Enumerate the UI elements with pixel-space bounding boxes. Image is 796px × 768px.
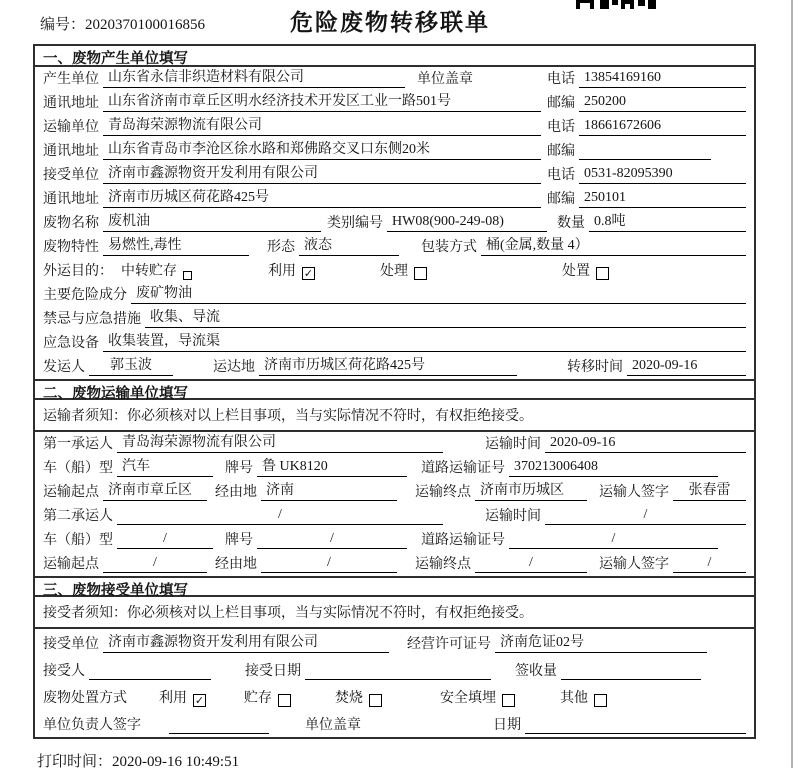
transport-time2-label: 运输时间	[485, 509, 541, 524]
receiver-phone-label: 电话	[547, 168, 575, 183]
page-title: 危险废物转移联单	[290, 9, 490, 35]
plate1-label: 牌号	[225, 461, 253, 476]
purpose-transfer-storage-label: 中转贮存	[121, 264, 177, 279]
transport-time1-field: 2020-09-16	[545, 434, 746, 453]
producer-address-field: 山东省济南市章丘区明水经济技术开发区工业一路501号	[103, 93, 541, 112]
disposal-other-label: 其他	[560, 691, 588, 706]
packing-method-label: 包装方式	[421, 240, 477, 255]
second-carrier-row	[35, 504, 754, 528]
manager-sign-label: 单位负责人签字	[43, 718, 141, 733]
accept-unit-field: 济南市鑫源物资开发利用有限公司	[103, 634, 389, 653]
waste-category-label: 类别编号	[327, 216, 383, 231]
acceptor-field	[89, 662, 211, 680]
checkbox-disposal-store	[278, 694, 291, 707]
qr-code-fragment-icon	[576, 0, 656, 10]
signed-amount-field	[561, 662, 701, 680]
producer-address-row	[35, 91, 754, 115]
producer-row	[35, 67, 754, 91]
route1-row	[35, 480, 754, 504]
receiver-name-field: 济南市鑫源物资开发利用有限公司	[103, 165, 541, 184]
disposal-method-label: 废物处置方式	[43, 691, 127, 706]
purpose-treat-label: 处理	[380, 264, 408, 279]
main-hazard-label: 主要危险成分	[43, 288, 127, 303]
vehicle-type1-label: 车（船）型	[43, 461, 113, 476]
manager-sign-row	[35, 710, 754, 737]
permit-number-field: 济南危证02号	[495, 634, 707, 653]
transporter-address-field: 山东省青岛市李沧区徐水路和郑佛路交叉口东侧20米	[103, 141, 541, 160]
checkbox-disposal-landfill	[502, 694, 515, 707]
checkbox-transfer-storage	[183, 271, 192, 280]
vehicle-type2-field: /	[117, 530, 213, 549]
print-time-label: 打印时间：	[37, 754, 113, 768]
road-license1-label: 道路运输证号	[421, 461, 505, 476]
purpose-utilize-label: 利用	[268, 264, 296, 279]
end1-field: 济南市历城区	[475, 482, 587, 501]
second-carrier-label: 第二承运人	[43, 509, 113, 524]
disposal-landfill-label: 安全填埋	[440, 691, 496, 706]
vehicle2-row	[35, 528, 754, 552]
waste-character-field: 易燃性,毒性	[103, 237, 249, 256]
end1-label: 运输终点	[415, 485, 471, 500]
page-edge-line	[791, 0, 793, 768]
second-carrier-field: /	[117, 506, 443, 525]
transporter-zip-field	[579, 142, 711, 160]
permit-number-label: 经营许可证号	[407, 637, 491, 652]
origin1-field: 济南市章丘区	[103, 482, 207, 501]
waste-name-label: 废物名称	[43, 216, 99, 231]
receiver-zip-label: 邮编	[547, 192, 575, 207]
disposal-method-row	[35, 683, 754, 710]
main-hazard-field: 废矿物油	[131, 285, 746, 304]
emergency-equipment-label: 应急设备	[43, 336, 99, 351]
transporter-row	[35, 115, 754, 139]
date-label: 日期	[493, 718, 521, 733]
waste-quantity-label: 数量	[557, 216, 585, 231]
road-license2-field: /	[509, 530, 718, 549]
producer-name-field: 山东省永信非织造材料有限公司	[103, 69, 405, 88]
disposal-store-label: 贮存	[244, 691, 272, 706]
transfer-time-label: 转移时间	[567, 360, 623, 375]
acceptor-label: 接受人	[43, 664, 85, 679]
purpose-dispose-label: 处置	[562, 264, 590, 279]
waste-form-label: 形态	[267, 240, 295, 255]
sign1-field: 张春雷	[673, 482, 746, 501]
transporter-zip-label: 邮编	[547, 144, 575, 159]
print-time	[37, 750, 239, 768]
signed-amount-label: 签收量	[515, 664, 557, 679]
waste-name-row	[35, 211, 754, 235]
destination-field: 济南市历城区荷花路425号	[259, 357, 517, 376]
producer-seal-label: 单位盖章	[417, 72, 473, 87]
receiver-label: 接受单位	[43, 168, 99, 183]
road-license2-label: 道路运输证号	[421, 533, 505, 548]
checkbox-utilize: ✓	[303, 267, 314, 280]
first-carrier-row	[35, 432, 754, 456]
transfer-purpose-row	[35, 259, 754, 283]
receiver-notice: 接受者须知：你必须核对以上栏目事项，当与实际情况不符时，有权拒绝接受。	[35, 597, 754, 629]
waste-character-label: 废物特性	[43, 240, 99, 255]
checkbox-disposal-utilize: ✓	[194, 694, 205, 707]
section3-header: 三、废物接受单位填写	[35, 576, 754, 597]
origin2-label: 运输起点	[43, 557, 99, 572]
serial-value: 2020370100016856	[85, 17, 206, 33]
receiver-zip-field: 250101	[579, 189, 746, 208]
waste-form-field: 液态	[299, 237, 399, 256]
shipper-field: 郭玉波	[89, 357, 173, 376]
transfer-purpose-label: 外运目的：	[43, 264, 113, 279]
emergency-measures-label: 禁忌与应急措施	[43, 312, 141, 327]
sign1-label: 运输人签字	[599, 485, 669, 500]
end2-label: 运输终点	[415, 557, 471, 572]
waste-category-field: HW08(900-249-08)	[387, 213, 547, 232]
shipper-row	[35, 355, 754, 379]
shipper-label: 发运人	[43, 360, 85, 375]
transporter-notice: 运输者须知：你必须核对以上栏目事项，当与实际情况不符时，有权拒绝接受。	[35, 400, 754, 432]
vehicle-type1-field: 汽车	[117, 458, 213, 477]
transporter-phone-field: 18661672606	[579, 117, 746, 136]
checkbox-disposal-other	[594, 694, 607, 707]
via1-field: 济南	[261, 482, 397, 501]
checkbox-dispose	[596, 267, 609, 280]
destination-label: 运达地	[213, 360, 255, 375]
receiver-address-row	[35, 187, 754, 211]
section1-header: 一、废物产生单位填写	[35, 46, 754, 67]
manifest-form	[33, 44, 756, 739]
document-header	[0, 0, 796, 44]
origin2-field: /	[103, 554, 207, 573]
first-carrier-field: 青岛海荣源物流有限公司	[117, 434, 443, 453]
receiver-address-field: 济南市历城区荷花路425号	[103, 189, 541, 208]
transport-time1-label: 运输时间	[485, 437, 541, 452]
accept-date-field	[305, 662, 491, 680]
waste-name-field: 废机油	[103, 213, 321, 232]
via2-label: 经由地	[215, 557, 257, 572]
via2-field: /	[261, 554, 397, 573]
transfer-time-field: 2020-09-16	[627, 357, 746, 376]
receiver-address-label: 通讯地址	[43, 192, 99, 207]
receiver-row	[35, 163, 754, 187]
route2-row	[35, 552, 754, 576]
road-license1-field: 370213006408	[509, 458, 718, 477]
transporter-phone-label: 电话	[547, 120, 575, 135]
serial-label: 编号：	[40, 17, 86, 33]
vehicle1-row	[35, 456, 754, 480]
origin1-label: 运输起点	[43, 485, 99, 500]
plate1-field: 鲁 UK8120	[257, 458, 407, 477]
transporter-name-field: 青岛海荣源物流有限公司	[103, 117, 541, 136]
transporter-address-label: 通讯地址	[43, 144, 99, 159]
emergency-equipment-row	[35, 331, 754, 355]
waste-character-row	[35, 235, 754, 259]
disposal-incinerate-label: 焚烧	[335, 691, 363, 706]
accept-date-label: 接受日期	[245, 664, 301, 679]
acceptor-row	[35, 656, 754, 683]
waste-quantity-field: 0.8吨	[589, 213, 746, 232]
via1-label: 经由地	[215, 485, 257, 500]
plate2-label: 牌号	[225, 533, 253, 548]
end2-field: /	[475, 554, 587, 573]
manager-sign-field	[169, 716, 269, 734]
sign2-label: 运输人签字	[599, 557, 669, 572]
producer-phone-field: 13854169160	[579, 69, 746, 88]
date-field	[525, 716, 746, 734]
packing-method-field: 桶(金属,数量 4）	[481, 237, 746, 256]
receiver-phone-field: 0531-82095390	[579, 165, 746, 184]
section2-header: 二、废物运输单位填写	[35, 379, 754, 400]
producer-label: 产生单位	[43, 72, 99, 87]
producer-zip-field: 250200	[579, 93, 746, 112]
checkbox-disposal-incinerate	[369, 694, 382, 707]
transporter-address-row	[35, 139, 754, 163]
transport-time2-field: /	[545, 506, 746, 525]
producer-address-label: 通讯地址	[43, 96, 99, 111]
main-hazard-row	[35, 283, 754, 307]
print-time-value: 2020-09-16 10:49:51	[112, 754, 240, 768]
producer-zip-label: 邮编	[547, 96, 575, 111]
emergency-measures-field: 收集、导流	[145, 309, 746, 328]
checkbox-treat	[414, 267, 427, 280]
emergency-measures-row	[35, 307, 754, 331]
plate2-field: /	[257, 530, 407, 549]
accept-unit-label: 接受单位	[43, 637, 99, 652]
emergency-equipment-field: 收集装置，导流渠	[103, 333, 746, 352]
sign2-field: /	[673, 554, 746, 573]
first-carrier-label: 第一承运人	[43, 437, 113, 452]
transporter-label: 运输单位	[43, 120, 99, 135]
disposal-utilize-label: 利用	[159, 691, 187, 706]
unit-seal-label: 单位盖章	[305, 718, 361, 733]
producer-phone-label: 电话	[547, 72, 575, 87]
accept-unit-row	[35, 629, 754, 656]
vehicle-type2-label: 车（船）型	[43, 533, 113, 548]
